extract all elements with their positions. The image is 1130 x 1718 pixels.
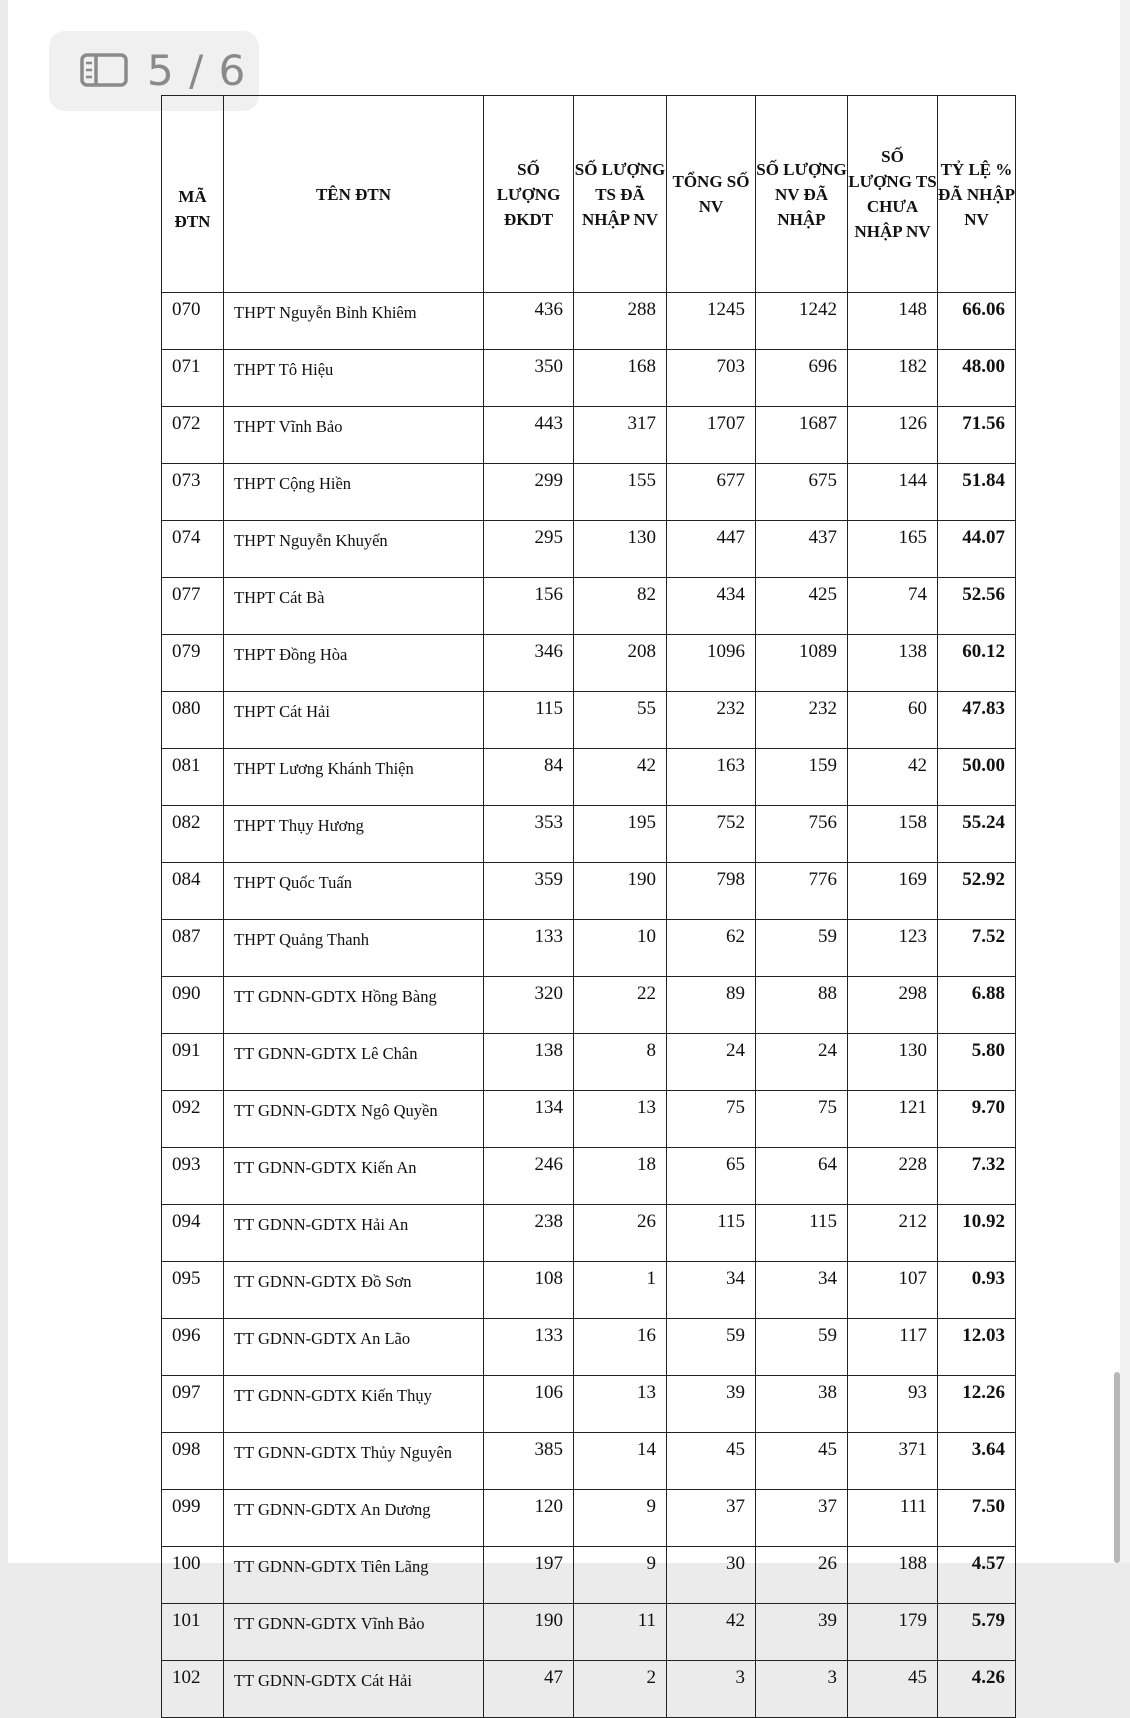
scrollbar-track[interactable] — [1120, 0, 1130, 1563]
table-row — [162, 1661, 1016, 1718]
cell-rate: 48.00 — [938, 350, 1016, 407]
cell-entered-wishes: 88 — [756, 977, 848, 1034]
cell-rate: 5.79 — [938, 1604, 1016, 1661]
cell-rate: 12.03 — [938, 1319, 1016, 1376]
table-row — [162, 1148, 1016, 1205]
cell-entered-wishes: 232 — [756, 692, 848, 749]
cell-not-entered: 126 — [848, 407, 938, 464]
cell-entered-candidates: 55 — [574, 692, 667, 749]
cell-name: TT GDNN-GDTX Tiên Lãng — [224, 1547, 484, 1604]
table-row — [162, 350, 1016, 407]
cell-not-entered: 188 — [848, 1547, 938, 1604]
cell-entered-candidates: 195 — [574, 806, 667, 863]
cell-entered-candidates: 10 — [574, 920, 667, 977]
cell-code: 082 — [162, 806, 224, 863]
cell-total-wishes: 75 — [667, 1091, 756, 1148]
cell-name: THPT Vĩnh Bảo — [224, 407, 484, 464]
cell-rate: 6.88 — [938, 977, 1016, 1034]
cell-code: 074 — [162, 521, 224, 578]
cell-rate: 47.83 — [938, 692, 1016, 749]
cell-registered: 156 — [484, 578, 574, 635]
cell-code: 096 — [162, 1319, 224, 1376]
cell-entered-candidates: 14 — [574, 1433, 667, 1490]
cell-rate: 3.64 — [938, 1433, 1016, 1490]
cell-total-wishes: 65 — [667, 1148, 756, 1205]
table-row — [162, 1490, 1016, 1547]
cell-not-entered: 111 — [848, 1490, 938, 1547]
cell-name: TT GDNN-GDTX Kiến An — [224, 1148, 484, 1205]
cell-entered-candidates: 190 — [574, 863, 667, 920]
table-row — [162, 692, 1016, 749]
cell-total-wishes: 115 — [667, 1205, 756, 1262]
cell-entered-candidates: 82 — [574, 578, 667, 635]
cell-name: TT GDNN-GDTX Hải An — [224, 1205, 484, 1262]
header-rate: TỶ LỆ % ĐÃ NHẬP NV — [938, 96, 1016, 293]
cell-entered-candidates: 2 — [574, 1661, 667, 1718]
table-row — [162, 1604, 1016, 1661]
cell-name: THPT Nguyễn Khuyến — [224, 521, 484, 578]
cell-total-wishes: 798 — [667, 863, 756, 920]
table-body — [162, 293, 1016, 1718]
cell-entered-wishes: 437 — [756, 521, 848, 578]
cell-rate: 4.26 — [938, 1661, 1016, 1718]
cell-rate: 4.57 — [938, 1547, 1016, 1604]
cell-registered: 299 — [484, 464, 574, 521]
table-row — [162, 635, 1016, 692]
header-entered-candidates: SỐ LƯỢNG TS ĐÃ NHẬP NV — [574, 96, 667, 293]
cell-rate: 60.12 — [938, 635, 1016, 692]
cell-rate: 0.93 — [938, 1262, 1016, 1319]
cell-entered-wishes: 38 — [756, 1376, 848, 1433]
cell-name: THPT Cộng Hiền — [224, 464, 484, 521]
cell-entered-candidates: 16 — [574, 1319, 667, 1376]
cell-not-entered: 121 — [848, 1091, 938, 1148]
table-row — [162, 863, 1016, 920]
scrollbar-thumb[interactable] — [1114, 1372, 1120, 1563]
cell-entered-candidates: 8 — [574, 1034, 667, 1091]
cell-total-wishes: 232 — [667, 692, 756, 749]
cell-entered-wishes: 756 — [756, 806, 848, 863]
table-row — [162, 1034, 1016, 1091]
cell-code: 094 — [162, 1205, 224, 1262]
table-row — [162, 1547, 1016, 1604]
cell-total-wishes: 30 — [667, 1547, 756, 1604]
cell-registered: 108 — [484, 1262, 574, 1319]
cell-not-entered: 179 — [848, 1604, 938, 1661]
cell-name: THPT Quảng Thanh — [224, 920, 484, 977]
table-row — [162, 977, 1016, 1034]
cell-entered-candidates: 42 — [574, 749, 667, 806]
cell-total-wishes: 1707 — [667, 407, 756, 464]
cell-name: TT GDNN-GDTX Kiến Thụy — [224, 1376, 484, 1433]
cell-code: 102 — [162, 1661, 224, 1718]
cell-rate: 51.84 — [938, 464, 1016, 521]
cell-registered: 385 — [484, 1433, 574, 1490]
cell-not-entered: 298 — [848, 977, 938, 1034]
cell-rate: 7.32 — [938, 1148, 1016, 1205]
table-row — [162, 749, 1016, 806]
cell-not-entered: 117 — [848, 1319, 938, 1376]
cell-not-entered: 182 — [848, 350, 938, 407]
cell-code: 098 — [162, 1433, 224, 1490]
cell-entered-wishes: 59 — [756, 1319, 848, 1376]
cell-entered-wishes: 34 — [756, 1262, 848, 1319]
cell-registered: 134 — [484, 1091, 574, 1148]
cell-entered-candidates: 168 — [574, 350, 667, 407]
cell-not-entered: 169 — [848, 863, 938, 920]
cell-not-entered: 60 — [848, 692, 938, 749]
header-name: TÊN ĐTN — [224, 96, 484, 293]
table-row — [162, 1091, 1016, 1148]
cell-not-entered: 165 — [848, 521, 938, 578]
cell-entered-candidates: 13 — [574, 1376, 667, 1433]
cell-total-wishes: 434 — [667, 578, 756, 635]
cell-total-wishes: 163 — [667, 749, 756, 806]
cell-total-wishes: 62 — [667, 920, 756, 977]
cell-not-entered: 93 — [848, 1376, 938, 1433]
cell-name: THPT Tô Hiệu — [224, 350, 484, 407]
cell-code: 084 — [162, 863, 224, 920]
cell-entered-wishes: 45 — [756, 1433, 848, 1490]
cell-name: TT GDNN-GDTX Vĩnh Bảo — [224, 1604, 484, 1661]
cell-total-wishes: 3 — [667, 1661, 756, 1718]
table-row — [162, 806, 1016, 863]
cell-entered-wishes: 24 — [756, 1034, 848, 1091]
cell-code: 072 — [162, 407, 224, 464]
cell-name: TT GDNN-GDTX Lê Chân — [224, 1034, 484, 1091]
header-not-entered: SỐ LƯỢNG TS CHƯA NHẬP NV — [848, 96, 938, 293]
table-row — [162, 1262, 1016, 1319]
cell-rate: 52.56 — [938, 578, 1016, 635]
table-row — [162, 1433, 1016, 1490]
cell-entered-wishes: 39 — [756, 1604, 848, 1661]
cell-entered-candidates: 1 — [574, 1262, 667, 1319]
table-row — [162, 293, 1016, 350]
cell-registered: 346 — [484, 635, 574, 692]
cell-total-wishes: 34 — [667, 1262, 756, 1319]
cell-entered-wishes: 64 — [756, 1148, 848, 1205]
cell-name: THPT Lương Khánh Thiện — [224, 749, 484, 806]
cell-registered: 238 — [484, 1205, 574, 1262]
cell-rate: 12.26 — [938, 1376, 1016, 1433]
cell-code: 101 — [162, 1604, 224, 1661]
cell-not-entered: 123 — [848, 920, 938, 977]
cell-registered: 320 — [484, 977, 574, 1034]
table-row — [162, 464, 1016, 521]
cell-code: 091 — [162, 1034, 224, 1091]
cell-not-entered: 158 — [848, 806, 938, 863]
cell-code: 073 — [162, 464, 224, 521]
cell-code: 097 — [162, 1376, 224, 1433]
sidebar-toggle-icon[interactable] — [80, 53, 128, 87]
cell-entered-wishes: 3 — [756, 1661, 848, 1718]
cell-code: 080 — [162, 692, 224, 749]
header-row — [162, 96, 1016, 293]
cell-entered-wishes: 1242 — [756, 293, 848, 350]
cell-entered-wishes: 26 — [756, 1547, 848, 1604]
cell-code: 071 — [162, 350, 224, 407]
cell-rate: 5.80 — [938, 1034, 1016, 1091]
cell-total-wishes: 1245 — [667, 293, 756, 350]
cell-entered-candidates: 288 — [574, 293, 667, 350]
cell-entered-candidates: 11 — [574, 1604, 667, 1661]
cell-code: 070 — [162, 293, 224, 350]
cell-rate: 7.52 — [938, 920, 1016, 977]
cell-name: THPT Đồng Hòa — [224, 635, 484, 692]
cell-name: THPT Thụy Hương — [224, 806, 484, 863]
cell-entered-candidates: 9 — [574, 1547, 667, 1604]
cell-name: THPT Cát Bà — [224, 578, 484, 635]
cell-not-entered: 42 — [848, 749, 938, 806]
table-row — [162, 1205, 1016, 1262]
header-entered-wishes: SỐ LƯỢNG NV ĐÃ NHẬP — [756, 96, 848, 293]
cell-not-entered: 148 — [848, 293, 938, 350]
cell-registered: 115 — [484, 692, 574, 749]
cell-total-wishes: 703 — [667, 350, 756, 407]
cell-rate: 55.24 — [938, 806, 1016, 863]
cell-name: TT GDNN-GDTX Ngô Quyền — [224, 1091, 484, 1148]
cell-total-wishes: 447 — [667, 521, 756, 578]
cell-rate: 71.56 — [938, 407, 1016, 464]
cell-total-wishes: 45 — [667, 1433, 756, 1490]
cell-name: THPT Cát Hải — [224, 692, 484, 749]
cell-total-wishes: 39 — [667, 1376, 756, 1433]
cell-registered: 246 — [484, 1148, 574, 1205]
cell-not-entered: 45 — [848, 1661, 938, 1718]
cell-rate: 50.00 — [938, 749, 1016, 806]
cell-total-wishes: 1096 — [667, 635, 756, 692]
table-row — [162, 920, 1016, 977]
cell-rate: 66.06 — [938, 293, 1016, 350]
cell-registered: 295 — [484, 521, 574, 578]
cell-registered: 138 — [484, 1034, 574, 1091]
cell-total-wishes: 677 — [667, 464, 756, 521]
cell-code: 090 — [162, 977, 224, 1034]
cell-name: TT GDNN-GDTX Hồng Bàng — [224, 977, 484, 1034]
cell-entered-candidates: 18 — [574, 1148, 667, 1205]
cell-registered: 359 — [484, 863, 574, 920]
cell-code: 081 — [162, 749, 224, 806]
cell-code: 087 — [162, 920, 224, 977]
cell-entered-wishes: 115 — [756, 1205, 848, 1262]
results-table — [161, 95, 1016, 1718]
cell-not-entered: 138 — [848, 635, 938, 692]
cell-code: 077 — [162, 578, 224, 635]
cell-rate: 52.92 — [938, 863, 1016, 920]
table-row — [162, 578, 1016, 635]
cell-registered: 190 — [484, 1604, 574, 1661]
cell-entered-wishes: 1687 — [756, 407, 848, 464]
cell-entered-wishes: 696 — [756, 350, 848, 407]
cell-entered-wishes: 776 — [756, 863, 848, 920]
cell-total-wishes: 59 — [667, 1319, 756, 1376]
cell-total-wishes: 24 — [667, 1034, 756, 1091]
cell-name: TT GDNN-GDTX Thủy Nguyên — [224, 1433, 484, 1490]
cell-rate: 9.70 — [938, 1091, 1016, 1148]
cell-entered-wishes: 37 — [756, 1490, 848, 1547]
cell-entered-candidates: 317 — [574, 407, 667, 464]
cell-registered: 133 — [484, 920, 574, 977]
cell-total-wishes: 752 — [667, 806, 756, 863]
cell-rate: 7.50 — [938, 1490, 1016, 1547]
cell-name: TT GDNN-GDTX An Lão — [224, 1319, 484, 1376]
cell-not-entered: 107 — [848, 1262, 938, 1319]
cell-name: THPT Nguyễn Bỉnh Khiêm — [224, 293, 484, 350]
cell-entered-candidates: 13 — [574, 1091, 667, 1148]
header-registered: SỐ LƯỢNG ĐKDT — [484, 96, 574, 293]
cell-total-wishes: 42 — [667, 1604, 756, 1661]
cell-rate: 44.07 — [938, 521, 1016, 578]
cell-entered-candidates: 9 — [574, 1490, 667, 1547]
cell-registered: 133 — [484, 1319, 574, 1376]
cell-name: TT GDNN-GDTX An Dương — [224, 1490, 484, 1547]
cell-entered-candidates: 26 — [574, 1205, 667, 1262]
cell-entered-wishes: 1089 — [756, 635, 848, 692]
cell-entered-wishes: 675 — [756, 464, 848, 521]
header-code: MÃ ĐTN — [162, 96, 224, 293]
cell-entered-candidates: 22 — [574, 977, 667, 1034]
table-row — [162, 1319, 1016, 1376]
table-row — [162, 407, 1016, 464]
cell-code: 079 — [162, 635, 224, 692]
table-row — [162, 1376, 1016, 1433]
cell-entered-candidates: 130 — [574, 521, 667, 578]
cell-registered: 120 — [484, 1490, 574, 1547]
cell-not-entered: 74 — [848, 578, 938, 635]
cell-rate: 10.92 — [938, 1205, 1016, 1262]
cell-entered-candidates: 208 — [574, 635, 667, 692]
cell-code: 095 — [162, 1262, 224, 1319]
cell-not-entered: 212 — [848, 1205, 938, 1262]
cell-registered: 106 — [484, 1376, 574, 1433]
cell-registered: 436 — [484, 293, 574, 350]
cell-entered-wishes: 159 — [756, 749, 848, 806]
cell-entered-candidates: 155 — [574, 464, 667, 521]
cell-entered-wishes: 75 — [756, 1091, 848, 1148]
cell-registered: 47 — [484, 1661, 574, 1718]
header-total-wishes: TỔNG SỐ NV — [667, 96, 756, 293]
cell-name: TT GDNN-GDTX Đồ Sơn — [224, 1262, 484, 1319]
cell-total-wishes: 37 — [667, 1490, 756, 1547]
table-row — [162, 521, 1016, 578]
cell-name: THPT Quốc Tuấn — [224, 863, 484, 920]
page-count: 5 / 6 — [147, 46, 247, 95]
cell-code: 099 — [162, 1490, 224, 1547]
cell-name: TT GDNN-GDTX Cát Hải — [224, 1661, 484, 1718]
cell-code: 092 — [162, 1091, 224, 1148]
cell-entered-wishes: 425 — [756, 578, 848, 635]
cell-registered: 197 — [484, 1547, 574, 1604]
cell-registered: 353 — [484, 806, 574, 863]
cell-code: 093 — [162, 1148, 224, 1205]
cell-total-wishes: 89 — [667, 977, 756, 1034]
cell-code: 100 — [162, 1547, 224, 1604]
cell-not-entered: 228 — [848, 1148, 938, 1205]
cell-registered: 443 — [484, 407, 574, 464]
cell-not-entered: 130 — [848, 1034, 938, 1091]
cell-registered: 350 — [484, 350, 574, 407]
cell-not-entered: 144 — [848, 464, 938, 521]
cell-not-entered: 371 — [848, 1433, 938, 1490]
cell-registered: 84 — [484, 749, 574, 806]
cell-entered-wishes: 59 — [756, 920, 848, 977]
